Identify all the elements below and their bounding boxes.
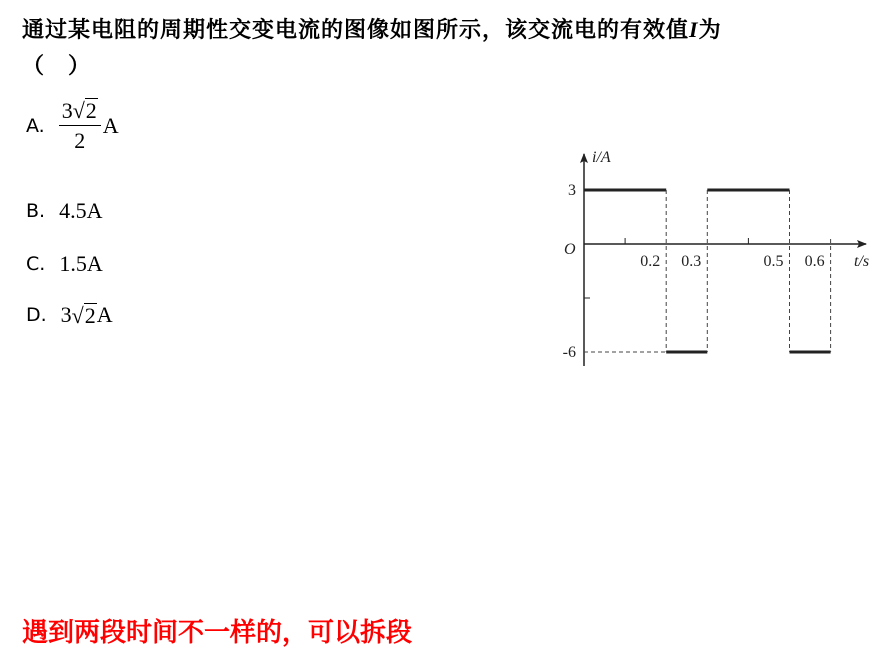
option-c[interactable] bbox=[26, 251, 103, 277]
option-a-denominator: 2 bbox=[74, 128, 86, 154]
question-suffix: 为 bbox=[698, 17, 722, 43]
option-d-sqrt: √ 2 bbox=[71, 302, 96, 329]
current-time-graph bbox=[548, 140, 878, 375]
x-tick-label: 0.5 bbox=[763, 253, 784, 270]
x-tick-label: 0.2 bbox=[640, 253, 661, 270]
option-d[interactable] bbox=[26, 302, 113, 328]
option-a[interactable] bbox=[26, 98, 119, 154]
answer-blank: （ ） bbox=[22, 53, 92, 79]
option-a-radicand: 2 bbox=[85, 98, 97, 123]
option-a-numerator bbox=[59, 98, 101, 126]
x-tick-label: 0.3 bbox=[681, 253, 702, 270]
chart-marks bbox=[563, 182, 831, 361]
option-a-sqrt: √ 2 bbox=[72, 98, 97, 124]
y-tick-label: 3 bbox=[568, 182, 576, 199]
y-tick-label: -6 bbox=[562, 344, 576, 361]
option-b-value: 4.5A bbox=[59, 198, 103, 223]
x-tick-label: 0.6 bbox=[804, 253, 825, 270]
option-a-coef: 3 bbox=[61, 98, 73, 124]
option-a-letter: A. bbox=[26, 115, 45, 138]
origin-label: O bbox=[564, 241, 576, 258]
option-b[interactable] bbox=[26, 198, 102, 224]
option-d-unit: A bbox=[96, 302, 113, 327]
option-a-unit: A bbox=[102, 113, 119, 139]
x-axis-label: t/s bbox=[854, 253, 870, 270]
option-b-letter: B. bbox=[26, 200, 46, 222]
option-d-coef: 3 bbox=[60, 302, 72, 327]
option-c-value: 1.5A bbox=[59, 251, 103, 276]
teacher-note: 遇到两段时间不一样的，可以拆段 bbox=[22, 618, 413, 648]
option-d-letter: D. bbox=[26, 304, 47, 326]
y-axis-label: i/A bbox=[592, 149, 611, 166]
question-variable: I bbox=[689, 17, 699, 42]
question-text: 通过某电阻的周期性交变电流的图像如图所示，该交流电的有效值 bbox=[22, 17, 690, 43]
option-d-radicand: 2 bbox=[84, 302, 96, 328]
option-a-fraction bbox=[59, 98, 101, 154]
question-stem bbox=[22, 12, 882, 84]
option-c-letter: C. bbox=[26, 253, 46, 275]
